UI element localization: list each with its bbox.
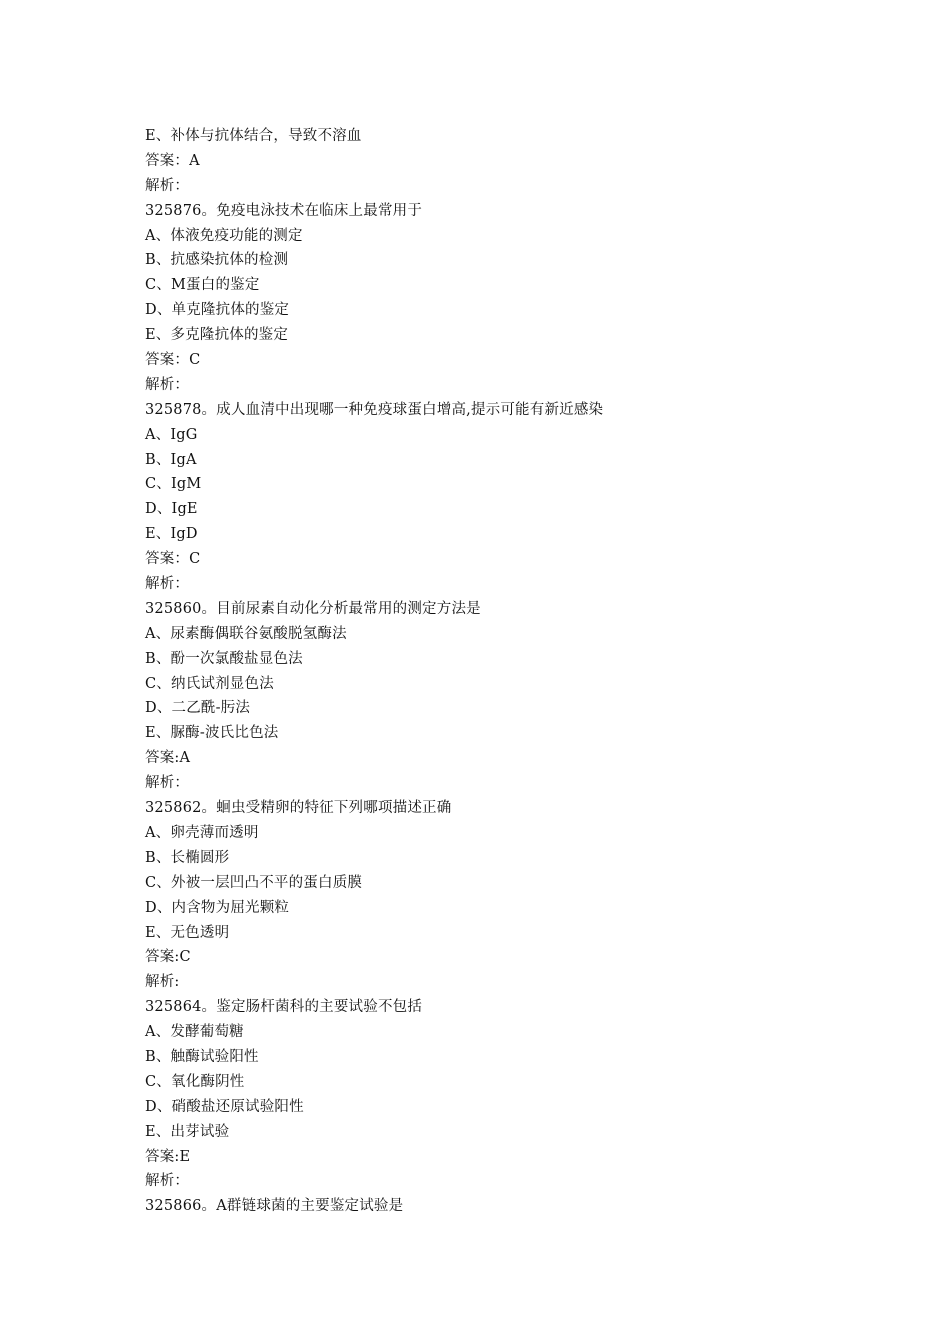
option-e-line: E、补体与抗体结合，导致不溶血: [145, 128, 362, 144]
option-d-line: D、二乙酰-肟法: [145, 700, 251, 717]
option-a-line: A、IgG: [145, 426, 198, 443]
option-b-line: B、抗感染抗体的检测: [145, 252, 289, 269]
answer-line: 答案：A: [145, 152, 200, 169]
question-line: 325878。成人血清中出现哪一种免疫球蛋白增高,提示可能有新近感染: [145, 401, 604, 418]
answer-line: 答案:A: [145, 750, 191, 767]
option-c-line: C、M蛋白的鉴定: [145, 277, 260, 294]
option-a-line: A、发酵葡萄糖: [145, 1024, 244, 1041]
option-c-line: C、IgM: [145, 476, 202, 493]
option-d-line: D、硝酸盐还原试验阳性: [145, 1098, 304, 1115]
answer-line: 答案：C: [145, 551, 201, 568]
answer-line: 答案：C: [145, 352, 201, 369]
option-e-line: E、脲酶-波氏比色法: [145, 725, 279, 742]
option-b-line: B、触酶试验阳性: [145, 1048, 259, 1065]
question-line: 325866。A群链球菌的主要鉴定试验是: [145, 1198, 404, 1215]
option-b-line: B、长椭圆形: [145, 849, 230, 866]
option-a-line: A、体液免疫功能的测定: [145, 227, 303, 244]
analysis-line: 解析：: [145, 376, 190, 393]
question-line: 325876。免疫电泳技术在临床上最常用于: [145, 202, 423, 219]
option-b-line: B、IgA: [145, 451, 197, 468]
option-e-line: E、出芽试验: [145, 1123, 230, 1140]
answer-line: 答案:C: [145, 949, 191, 966]
option-c-line: C、外被一层凹凸不平的蛋白质膜: [145, 874, 363, 891]
option-d-line: D、内含物为屈光颗粒: [145, 899, 290, 916]
question-line: 325862。蛔虫受精卵的特征下列哪项描述正确: [145, 800, 452, 817]
analysis-line: 解析：: [145, 775, 190, 792]
option-d-line: D、单克隆抗体的鉴定: [145, 302, 290, 319]
analysis-line: 解析:: [145, 974, 180, 991]
option-d-line: D、IgE: [145, 501, 198, 518]
answer-line: 答案:E: [145, 1148, 191, 1165]
option-b-line: B、酚一次氯酸盐显色法: [145, 650, 303, 667]
option-e-line: E、IgD: [145, 526, 198, 543]
analysis-line: 解析：: [145, 1173, 190, 1190]
option-c-line: C、纳氏试剂显色法: [145, 675, 274, 692]
option-e-line: E、多克隆抗体的鉴定: [145, 327, 289, 344]
question-line: 325860。目前尿素自动化分析最常用的测定方法是: [145, 600, 481, 617]
question-line: 325864。鉴定肠杆菌科的主要试验不包括: [145, 999, 423, 1016]
option-a-line: A、卵壳薄而透明: [145, 824, 259, 841]
option-a-line: A、尿素酶偶联谷氨酸脱氢酶法: [145, 625, 347, 642]
option-c-line: C、氧化酶阴性: [145, 1073, 245, 1090]
analysis-line: 解析：: [145, 576, 190, 593]
option-e-line: E、无色透明: [145, 924, 230, 941]
analysis-line: 解析：: [145, 177, 190, 194]
question-text-block: [145, 124, 905, 1219]
